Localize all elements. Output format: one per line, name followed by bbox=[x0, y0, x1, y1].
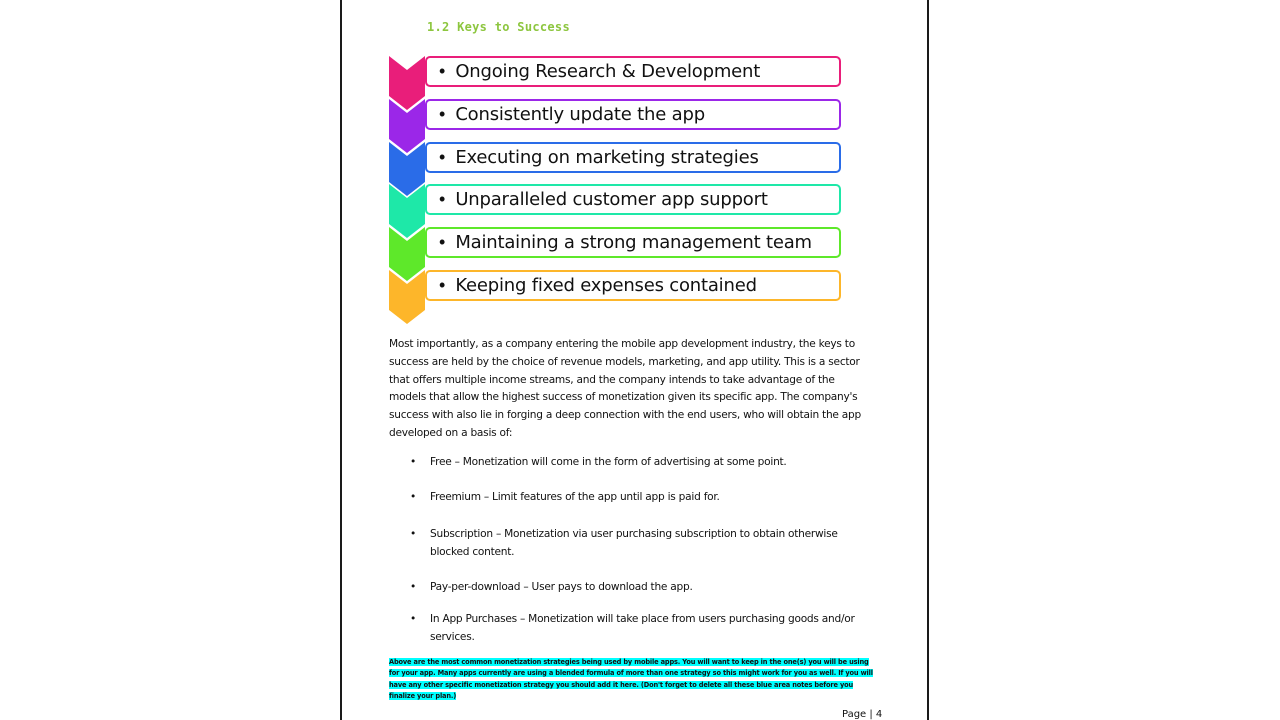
bullet-icon: • bbox=[410, 613, 416, 625]
bullet-icon: • bbox=[439, 61, 446, 81]
chevron-down-icon bbox=[389, 270, 425, 326]
note-text: Above are the most common monetization strategies being used by mobile apps. You will want to keep in the one(s) you will be using for your app. Many apps currently are using a blended formula of more than one strategy so this might work for you as well. If you will have any other specific monetization strategy you should add it here. (Don't forget to delete all these blue area notes before you finalize your plan.) bbox=[389, 658, 873, 700]
list-item-text: In App Purchases – Monetization will take place from users purchasing goods and/or services. bbox=[430, 613, 855, 643]
key-label: Unparalleled customer app support bbox=[455, 189, 768, 210]
keys-to-success-diagram bbox=[389, 56, 845, 326]
key-box bbox=[425, 227, 841, 258]
key-item bbox=[389, 270, 845, 304]
key-box bbox=[425, 270, 841, 301]
bullet-icon: • bbox=[410, 491, 416, 503]
key-label: Keeping fixed expenses contained bbox=[455, 275, 757, 296]
key-label: Consistently update the app bbox=[455, 104, 705, 125]
key-item bbox=[389, 56, 845, 90]
bullet-icon: • bbox=[439, 275, 446, 295]
bullet-icon: • bbox=[439, 189, 446, 209]
list-item-text: Subscription – Monetization via user purchasing subscription to obtain otherwise blocked content. bbox=[430, 528, 838, 558]
key-label: Ongoing Research & Development bbox=[455, 61, 761, 82]
bullet-icon: • bbox=[410, 528, 416, 540]
key-box bbox=[425, 184, 841, 215]
bullet-icon: • bbox=[410, 581, 416, 593]
key-item bbox=[389, 184, 845, 218]
bullet-icon: • bbox=[439, 232, 446, 252]
section-heading: 1.2 Keys to Success bbox=[427, 20, 570, 34]
bullet-icon: • bbox=[439, 104, 446, 124]
key-box bbox=[425, 142, 841, 173]
bullet-icon: • bbox=[410, 456, 416, 468]
key-box bbox=[425, 99, 841, 130]
page-edge-right bbox=[927, 0, 929, 720]
key-box bbox=[425, 56, 841, 87]
key-label: Maintaining a strong management team bbox=[455, 232, 812, 253]
list-item-text: Freemium – Limit features of the app until app is paid for. bbox=[430, 491, 720, 503]
page-edge-left bbox=[340, 0, 342, 720]
key-item bbox=[389, 142, 845, 176]
key-item bbox=[389, 99, 845, 133]
body-paragraph: Most importantly, as a company entering the mobile app development industry, the keys to success are held by the choice of revenue models, marketing, and app utility. This is a sector that offers multiple income streams, and the company intends to take advantage of the models that allow the highest success of monetization given its specific app. The company's success with also lie in forging a deep connection with the end users, who will obtain the app developed on a basis of: bbox=[389, 338, 861, 439]
highlighted-note bbox=[389, 657, 879, 702]
key-label: Executing on marketing strategies bbox=[455, 147, 759, 168]
list-item-text: Pay-per-download – User pays to download the app. bbox=[430, 581, 693, 593]
list-item-text: Free – Monetization will come in the form of advertising at some point. bbox=[430, 456, 787, 468]
bullet-icon: • bbox=[439, 147, 446, 167]
key-item bbox=[389, 227, 845, 261]
page-number: Page | 4 bbox=[842, 709, 883, 720]
